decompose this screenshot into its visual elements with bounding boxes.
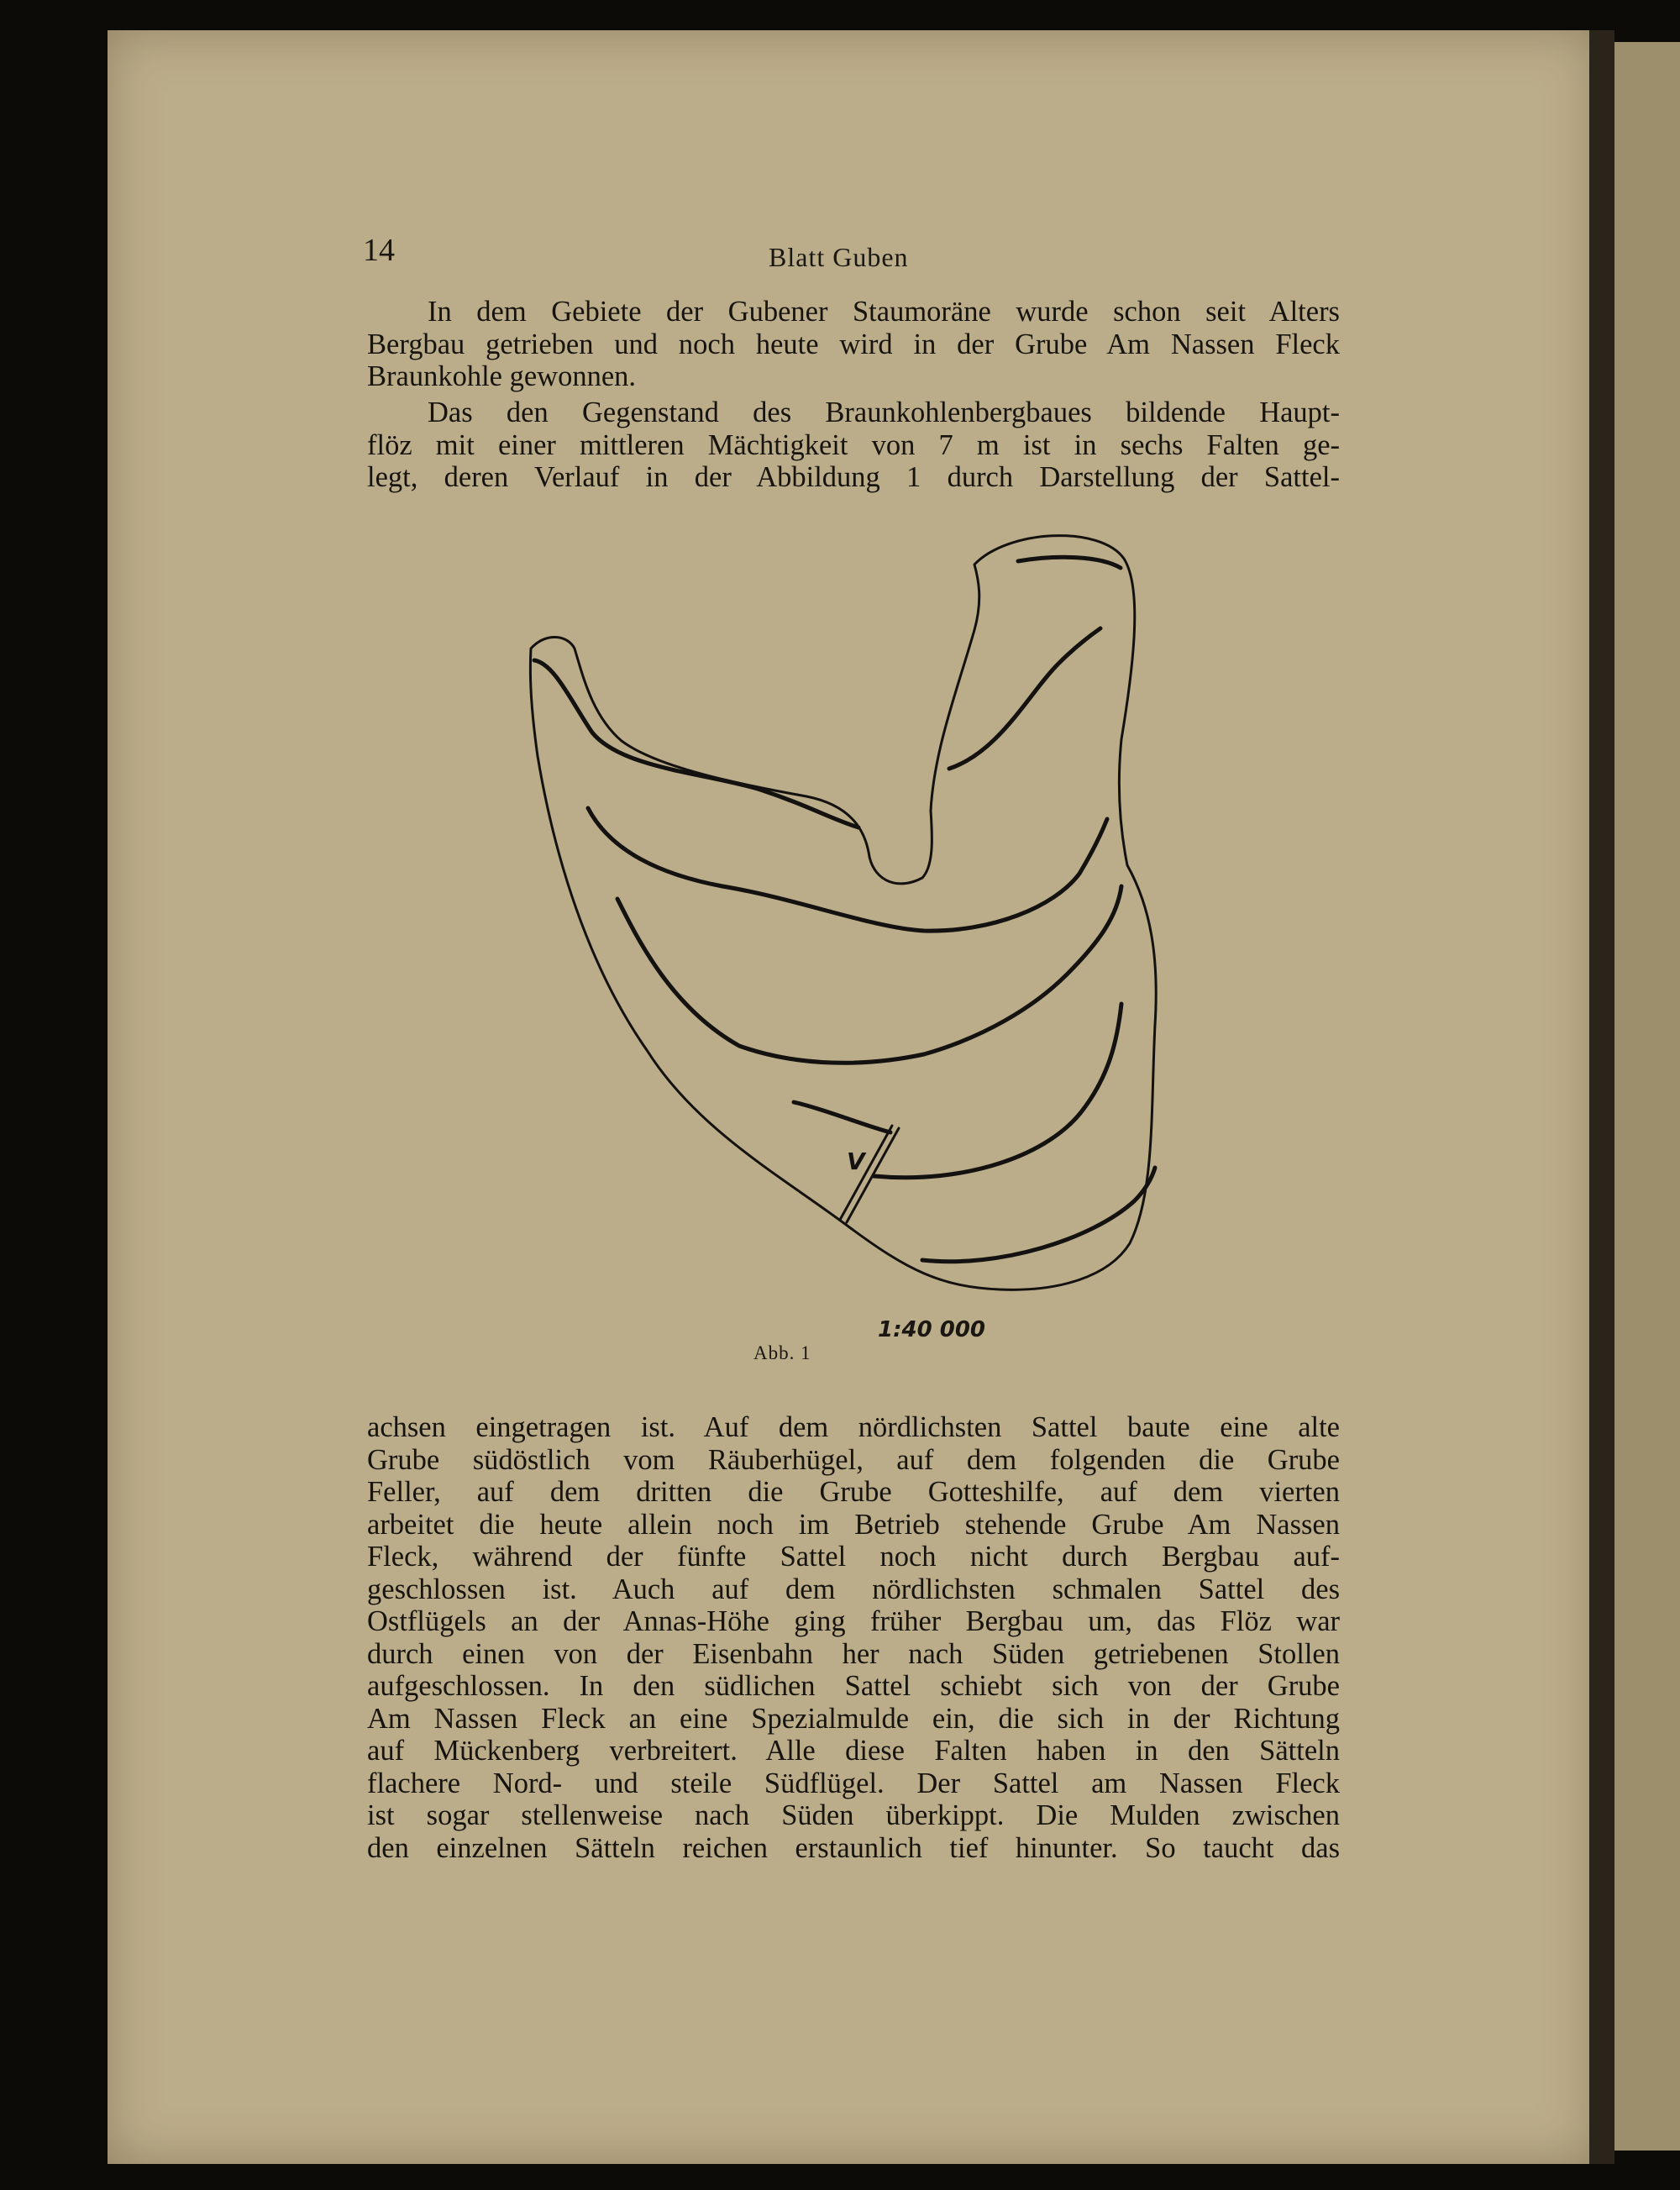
adjacent-page (1614, 42, 1680, 2151)
page-number: 14 (363, 233, 395, 268)
text-line: Ostflügels an der Annas-Höhe ging früher Bergbau um, das Flöz war (367, 1605, 1340, 1637)
text-line: ist sogar stellenweise nach Süden überkippt. Die Mulden zwischen (367, 1799, 1340, 1831)
paragraph-3 (367, 1411, 1340, 1864)
text-line: den einzelnen Sätteln reichen erstaunlich tief hinunter. So taucht das (367, 1831, 1340, 1864)
text-line: In dem Gebiete der Gubener Staumoräne wurde schon seit Alters (428, 296, 1340, 328)
text-line: auf Mückenberg verbreitert. Alle diese Falten haben in den Sätteln (367, 1735, 1340, 1767)
page-edge (1589, 30, 1614, 2164)
figure-caption: Abb. 1 (753, 1342, 811, 1363)
anticline-axis-2 (588, 808, 1107, 931)
fold-map-figure (504, 521, 1193, 1319)
anticline-axis-east-2 (949, 628, 1100, 769)
text-line: flachere Nord- und steile Südflügel. Der Sattel am Nassen Fleck (367, 1767, 1340, 1799)
text-line: flöz mit einer mittleren Mächtigkeit von 7 m ist in sechs Falten ge- (367, 428, 1340, 461)
text-line: arbeitet die heute allein noch im Betrieb stehende Grube Am Nassen (367, 1508, 1340, 1541)
text-line: aufgeschlossen. In den südlichen Sattel schiebt sich von der Grube (367, 1670, 1340, 1702)
anticline-axis-1 (534, 660, 858, 827)
text-line: achsen eingetragen ist. Auf dem nördlichsten Sattel baute eine alte (367, 1411, 1340, 1443)
text-line: durch einen von der Eisenbahn her nach Süden getriebenen Stollen (367, 1637, 1340, 1670)
text-line: Bergbau getrieben und noch heute wird in der Grube Am Nassen Fleck (367, 328, 1340, 360)
text-line: Braunkohle gewonnen. (367, 360, 637, 392)
text-line: Fleck, während der fünfte Sattel noch nicht durch Bergbau auf- (367, 1541, 1340, 1573)
anticline-axis-3 (617, 886, 1121, 1063)
anticline-axis-4 (794, 1004, 1121, 1178)
text-line: Das den Gegenstand des Braunkohlenbergbaues bildende Haupt- (428, 397, 1340, 428)
paragraph-1 (367, 296, 1340, 393)
anticline-axis-5 (922, 1168, 1155, 1262)
paragraph-2 (367, 397, 1340, 494)
text-line: Grube südöstlich vom Räuberhügel, auf dem folgenden die Grube (367, 1443, 1340, 1476)
text-line: Feller, auf dem dritten die Grube Gotteshilfe, auf dem vierten (367, 1476, 1340, 1508)
running-head: Blatt Guben (769, 242, 909, 272)
text-line: Am Nassen Fleck an eine Spezialmulde ein, die sich in der Richtung (367, 1702, 1340, 1735)
text-line: legt, deren Verlauf in der Abbildung 1 durch Darstellung der Sattel- (367, 461, 1340, 493)
text-line: geschlossen ist. Auch auf dem nördlichsten schmalen Sattel des (367, 1573, 1340, 1605)
figure-scale: 1:40 000 (878, 1317, 985, 1342)
fault-marker: V (847, 1148, 865, 1175)
anticline-axis-east (1018, 557, 1121, 568)
